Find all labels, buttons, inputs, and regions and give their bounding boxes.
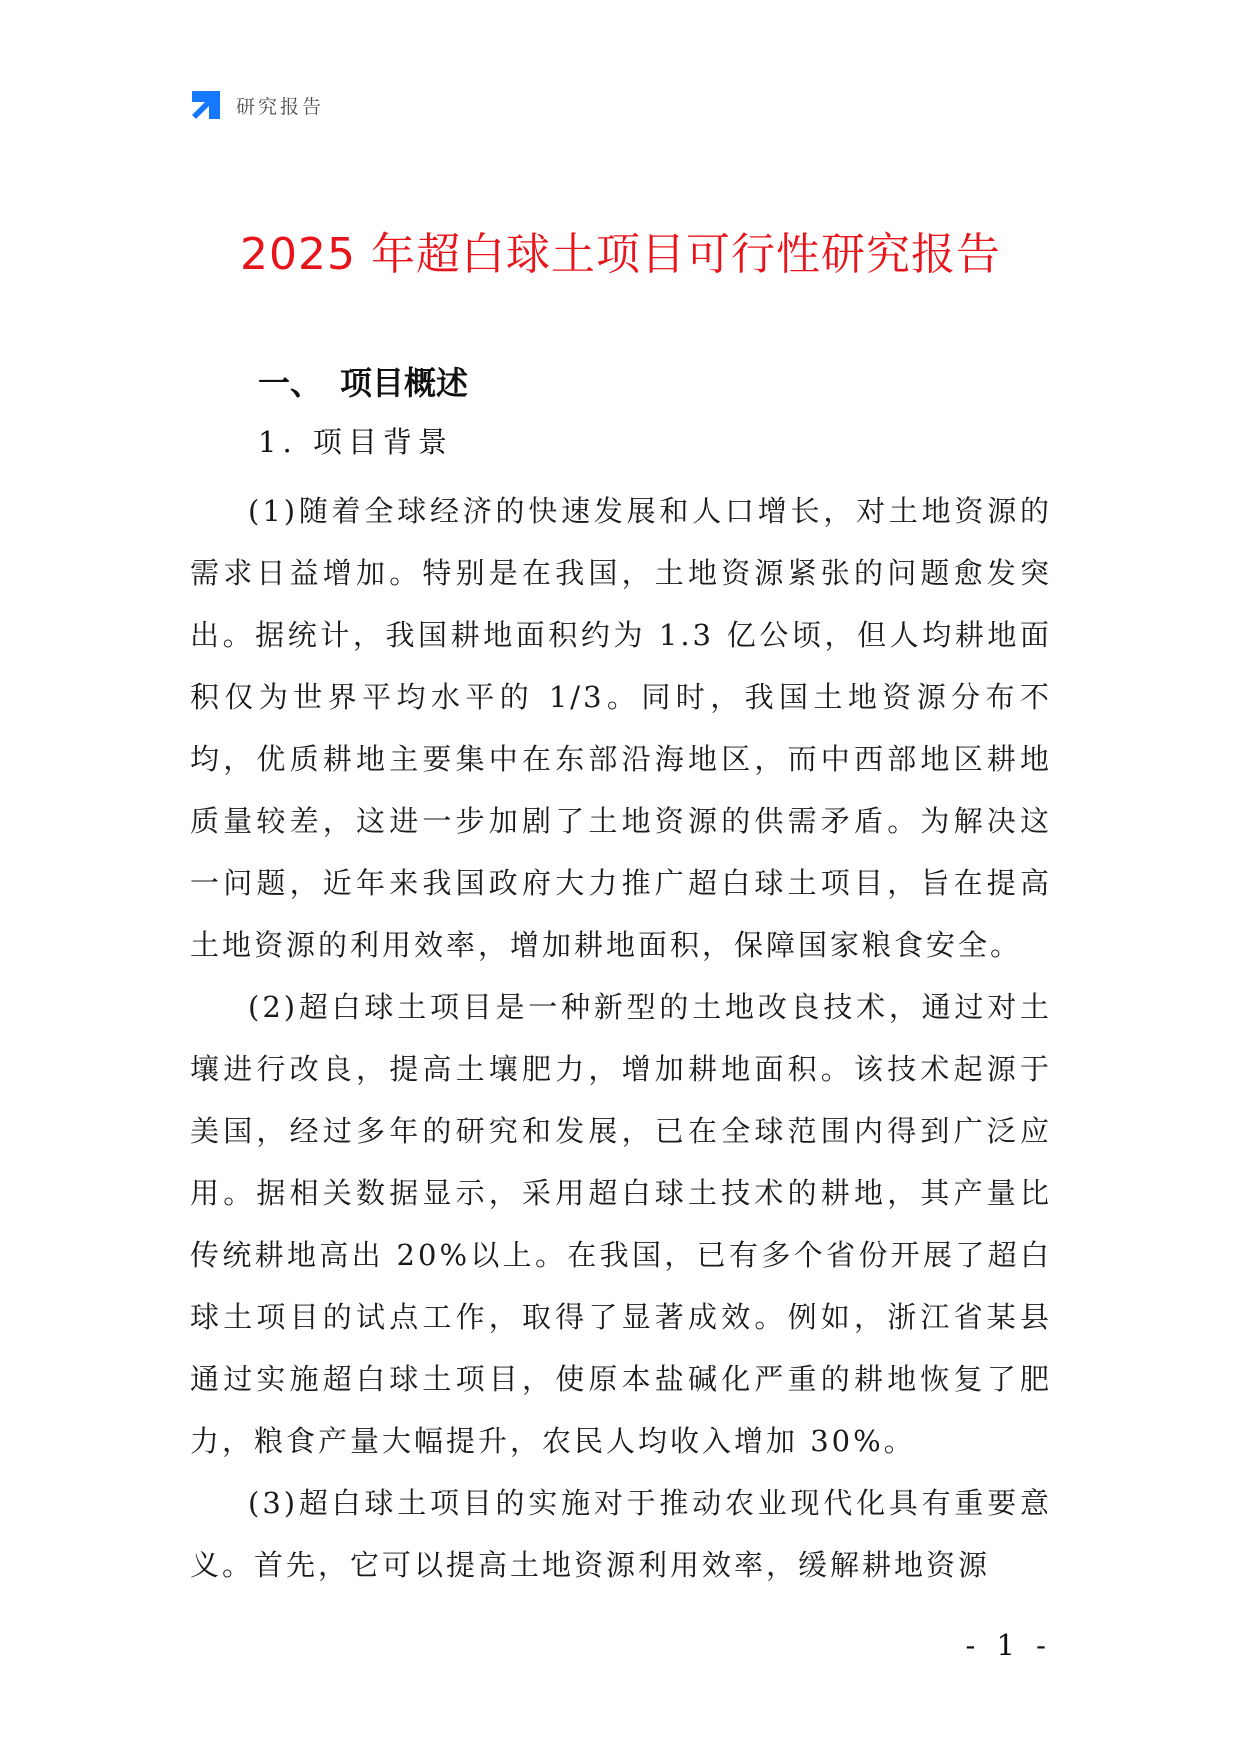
paragraph-3: (3)超白球土项目的实施对于推动农业现代化具有重要意义。首先，它可以提高土地资源利用效率，缓解耕地资源: [190, 1486, 1052, 1582]
document-title: 2025 年超白球土项目可行性研究报告: [240, 229, 1001, 280]
paragraph-2: (2)超白球土项目是一种新型的土地改良技术，通过对土壤进行改良，提高土壤肥力，增加耕地面积。该技术起源于美国，经过多年的研究和发展，已在全球范围内得到广泛应用。据相关数据显示，采用超白球土技术的耕地，其产量比传统耕地高出 20%以上。在我国，已有多个省份开展了超白球土项目的试点工作，取得了显著成效。例如，浙江省某县通过实施超白球土项目，使原本盐碱化严重的耕地恢复了肥力，粮食产量大幅提升，农民人均收入增加 30%。: [190, 990, 1052, 1458]
section-heading: [258, 358, 468, 404]
section-number: 一、: [258, 364, 323, 402]
section-title: 项目概述: [340, 364, 469, 402]
subsection-heading: 1. 项目背景: [258, 425, 453, 459]
arrow-up-right-icon: [190, 89, 222, 121]
paragraph-1: (1)随着全球经济的快速发展和人口增长，对土地资源的需求日益增加。特别是在我国，土地资源紧张的问题愈发突出。据统计，我国耕地面积约为 1.3 亿公顷，但人均耕地面积仅为世界平均水平的 1/3。同时，我国土地资源分布不均，优质耕地主要集中在东部沿海地区，而中西部地区耕地质量较差，这进一步加剧了土地资源的供需矛盾。为解决这一问题，近年来我国政府大力推广超白球土项目，旨在提高土地资源的利用效率，增加耕地面积，保障国家粮食安全。: [190, 494, 1052, 962]
page-number: - 1 -: [965, 1628, 1052, 1662]
document-header: [190, 88, 324, 122]
header-label: 研究报告: [236, 95, 325, 118]
document-body: [190, 480, 1052, 1596]
